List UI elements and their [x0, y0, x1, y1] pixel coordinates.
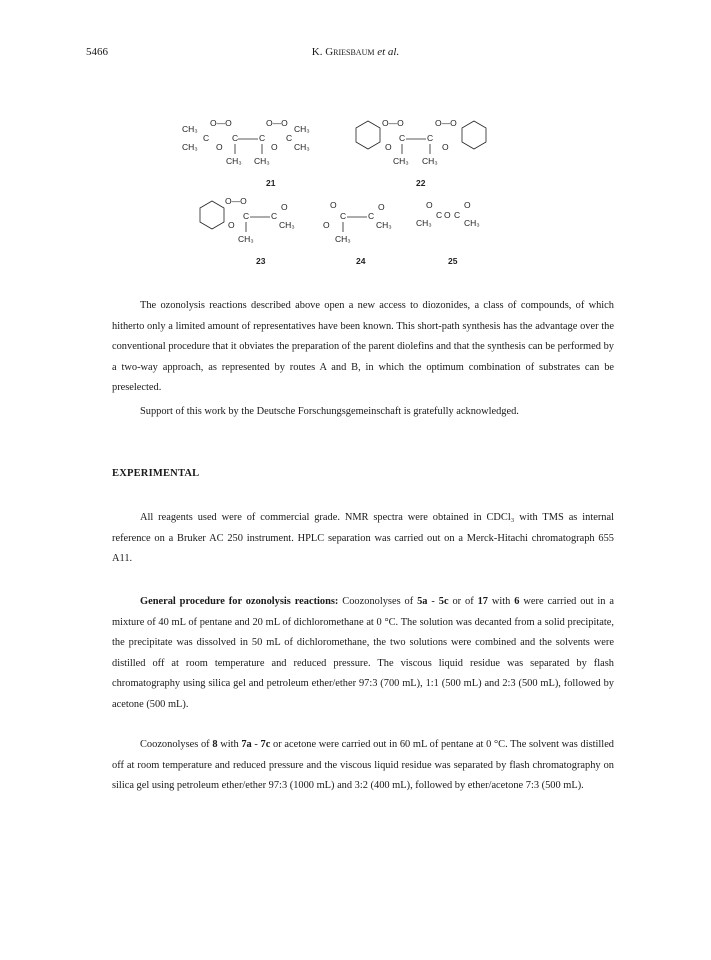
atom-o: O [228, 220, 235, 230]
compound-23 [200, 196, 295, 266]
compound-ref-7c: 7c [260, 739, 271, 750]
atom-oo: O—O [225, 196, 247, 206]
atom-c: C [232, 133, 239, 143]
atom-ch3: CH₃ [182, 124, 198, 134]
general-procedure-title: General procedure for ozonolysis reactions: [140, 596, 339, 607]
atom-c: C [436, 210, 443, 220]
atom-c: C [286, 133, 293, 143]
atom-ch3: CH₃ [279, 220, 295, 230]
label-21: 21 [266, 178, 276, 188]
atom-o: O [216, 142, 223, 152]
compound-22 [356, 118, 486, 188]
atom-o: O [271, 142, 278, 152]
compound-24 [323, 200, 392, 266]
atom-ch3: CH₃ [226, 156, 242, 166]
page-number: 5466 [86, 46, 108, 58]
paragraph-coozonolyses-8 [112, 735, 614, 797]
reagents-text: All reagents used were of commercial grade. NMR spectra were obtained in CDCl₃ with TMS as internal reference on a Bruker AC 250 instrument. HPLC separation was carried out on a Merck-Hitachi chromatograph 655 A11. [112, 512, 614, 564]
section-heading-experimental: EXPERIMENTAL [112, 468, 200, 479]
atom-o: O [385, 142, 392, 152]
atom-o: O [442, 142, 449, 152]
atom-oo: O—O [210, 118, 232, 128]
label-23: 23 [256, 256, 266, 266]
text-run: with [487, 596, 515, 607]
chemical-structures-scheme [180, 112, 520, 272]
atom-o: O [464, 200, 471, 210]
et-al: et al. [377, 46, 400, 58]
atom-ch3: CH₃ [182, 142, 198, 152]
compound-ref-7a: 7a [241, 739, 252, 750]
text-run: Coozonolyses of [338, 596, 418, 607]
atom-c: C [340, 211, 347, 221]
atom-o: O [281, 202, 288, 212]
label-25: 25 [448, 256, 458, 266]
atom-ch3: CH₃ [416, 218, 432, 228]
label-22: 22 [416, 178, 426, 188]
atom-oo: O—O [382, 118, 404, 128]
atom-ch3: CH₃ [422, 156, 438, 166]
atom-o: O [426, 200, 433, 210]
text-run: were carried out in a mixture of 40 mL of pentane and 20 mL of dichloromethane at 0 °C. The solution was decanted from a solid precipitate, the precipitate was dissolved in 50 mL of dichloromethane, the two solutions were combined and the solvents were distilled off at room temperature and reduced pressure. The viscous liquid residue was separated by flash chromatography using silica gel and petroleum ether/ether 97:3 (700 mL), 1:1 (500 mL) and 2:3 (500 mL), followed by acetone (500 mL). [112, 596, 615, 710]
compound-ref-5c: 5c [438, 596, 449, 607]
atom-o: O [444, 210, 451, 220]
atom-ch3: CH₃ [464, 218, 480, 228]
atom-ch3: CH₃ [294, 124, 310, 134]
atom-c: C [454, 210, 461, 220]
atom-o: O [330, 200, 337, 210]
atom-o: O [323, 220, 330, 230]
compound-ref-17: 17 [477, 596, 488, 607]
atom-c: C [399, 133, 406, 143]
acknowledgement-text: Support of this work by the Deutsche Forschungsgemeinschaft is gratefully acknowledged. [140, 406, 519, 417]
atom-oo: O—O [266, 118, 288, 128]
text-run: with [217, 739, 242, 750]
atom-c: C [259, 133, 266, 143]
atom-ch3: CH₃ [254, 156, 270, 166]
text-run: or acetone were carried out in 60 mL of pentane at 0 °C. The solvent was distilled off at room temperature and reduced pressure and the viscous liquid residue was separated by flash chromatography on silica gel using petroleum ether/ether 97:3 (1000 mL) and 3:2 (400 mL), followed by ether/acetone 7:3 (500 mL). [112, 739, 614, 791]
label-24: 24 [356, 256, 366, 266]
atom-c: C [243, 211, 250, 221]
atom-c: C [271, 211, 278, 221]
compound-21 [182, 118, 310, 188]
atom-ch3: CH₃ [393, 156, 409, 166]
atom-c: C [368, 211, 375, 221]
compound-ref-8: 8 [212, 739, 218, 750]
atom-ch3: CH₃ [376, 220, 392, 230]
text-run: - [427, 596, 439, 607]
author-name: K. Griesbaum [311, 46, 375, 58]
paragraph-general-procedure [112, 592, 614, 715]
atom-ch3: CH₃ [238, 234, 254, 244]
atom-ch3: CH₃ [335, 234, 351, 244]
paragraph-diozonides-text: The ozonolysis reactions described above open a new access to diozonides, a class of compounds, of which hitherto only a limited amount of representatives have been known. This short-path synthesis has the advantage over the conventional procedure that it obviates the preparation of the parent diolefins and that the synthesis can be performed by a two-way approach, as represented by routes A and B, in which the optimum combination of substrates can be preselected. [112, 300, 614, 393]
text-run: - [251, 739, 261, 750]
compound-ref-5a: 5a [417, 596, 428, 607]
text-run: or of [448, 596, 478, 607]
compound-ref-6: 6 [514, 596, 520, 607]
paragraph-reagents [112, 508, 614, 570]
running-head [0, 46, 711, 58]
atom-o: O [378, 202, 385, 212]
compound-25 [416, 200, 480, 266]
paragraph-diozonides [112, 296, 614, 399]
atom-c: C [203, 133, 210, 143]
atom-oo: O—O [435, 118, 457, 128]
atom-ch3: CH₃ [294, 142, 310, 152]
structures-drawing [180, 112, 520, 272]
atom-c: C [427, 133, 434, 143]
text-run: Coozonolyses of [140, 739, 213, 750]
paragraph-acknowledgement [112, 402, 614, 423]
